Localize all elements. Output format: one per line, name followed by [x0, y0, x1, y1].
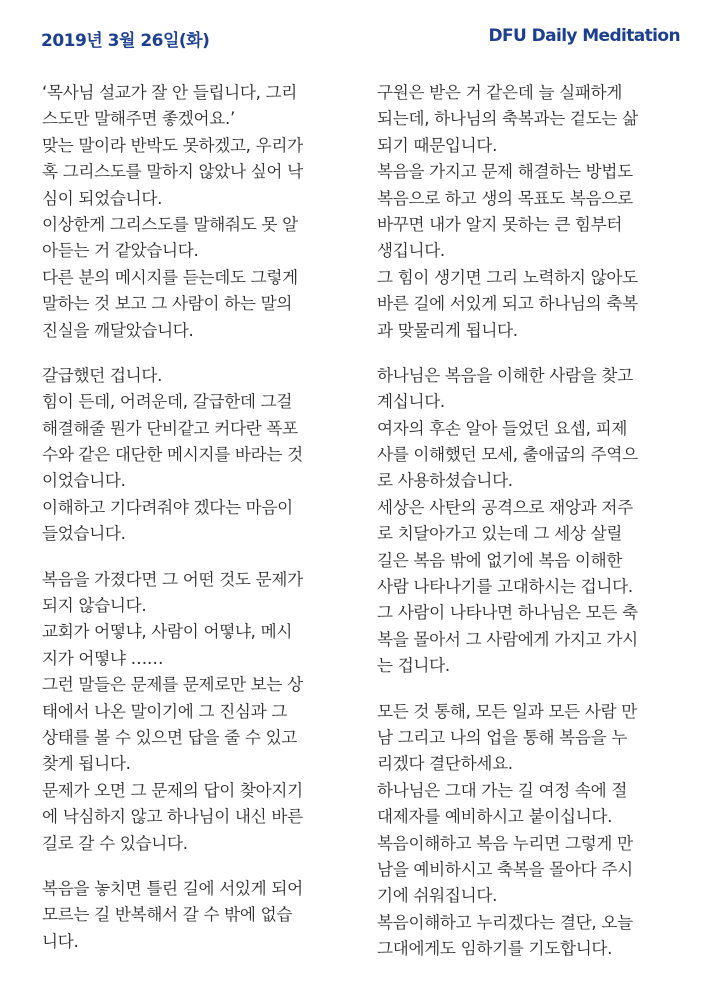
- text-line: 그대에게도 임하기를 기도합니다.: [377, 939, 613, 959]
- brand-title: DFU Daily Meditation: [488, 26, 680, 46]
- page-header: [0, 0, 720, 62]
- left-column: [42, 80, 348, 974]
- text-line: 아듣는 거 같았습니다.: [42, 241, 199, 261]
- text-line: 힘이 든데, 어려운데, 갈급한데 그걸: [42, 392, 293, 412]
- text-line: 그런 말들은 문제를 문제로만 보는 상: [42, 675, 303, 695]
- text-line: 니다.: [42, 931, 79, 951]
- text-line: 들었습니다.: [42, 524, 126, 544]
- text-line: 길로 갈 수 있습니다.: [42, 833, 188, 853]
- text-line: 대제자를 예비하시고 붙이십니다.: [377, 807, 613, 827]
- text-line: 말하는 것 보고 그 사람이 하는 말의: [42, 294, 293, 314]
- paragraph: [377, 699, 683, 963]
- paragraph: [42, 80, 348, 344]
- text-line: 스도만 말해주면 좋겠어요.’: [42, 109, 235, 129]
- text-line: 교회가 어떻냐, 사람이 어떻냐, 메시: [42, 622, 293, 642]
- text-line: 하나님은 복음을 이해한 사람을 찾고: [377, 365, 633, 385]
- text-line: 과 맞물리게 됩니다.: [377, 320, 518, 340]
- text-line: 태에서 나온 말이기에 그 진심과 그: [42, 701, 288, 721]
- text-line: 맞는 말이라 반박도 못하겠고, 우리가: [42, 135, 303, 155]
- text-line: 다른 분의 메시지를 듣는데도 그렇게: [42, 267, 298, 287]
- text-line: 되는데, 하나님의 축복과는 겉도는 삶: [377, 109, 638, 129]
- text-line: 진실을 깨달았습니다.: [42, 320, 194, 340]
- text-line: 로 사용하셨습니다.: [377, 471, 513, 491]
- text-line: 그 사람이 나타나면 하나님은 모든 축: [377, 603, 638, 623]
- text-line: 해결해줄 뭔가 단비같고 커다란 폭포: [42, 418, 298, 438]
- text-line: 되지 않습니다.: [42, 596, 147, 616]
- text-line: 로 치달아가고 있는데 그 세상 살릴: [377, 524, 623, 544]
- text-line: ‘목사님 설교가 잘 안 들립니다, 그리: [42, 83, 298, 102]
- text-line: 사람 나타나기를 고대하시는 겁니다.: [377, 577, 633, 597]
- text-line: 혹 그리스도를 말하지 않았나 싶어 낙: [42, 162, 303, 182]
- text-line: 갈급했던 겁니다.: [42, 365, 163, 385]
- text-line: 복음을 놓치면 틀린 길에 서있게 되어: [42, 878, 303, 898]
- text-line: 바른 길에 서있게 되고 하나님의 축복: [377, 294, 638, 314]
- paragraph: [377, 363, 683, 680]
- text-line: 모르는 길 반복해서 갈 수 밖에 없습: [42, 905, 293, 925]
- text-line: 지가 어떻냐 ……: [42, 648, 164, 668]
- paragraph: [377, 80, 683, 344]
- paragraph: [42, 876, 348, 955]
- text-line: 남을 예비하시고 축복을 몰아다 주시: [377, 859, 633, 879]
- text-line: 복음을 가졌다면 그 어떤 것도 문제가: [42, 569, 303, 589]
- text-line: 이었습니다.: [42, 471, 126, 491]
- text-line: 모든 것 통해, 모든 일과 모든 사람 만: [377, 701, 638, 721]
- text-line: 바꾸면 내가 알지 못하는 큰 힘부터: [377, 214, 623, 234]
- text-line: 남 그리고 나의 업을 통해 복음을 누: [377, 727, 628, 747]
- text-line: 심이 되었습니다.: [42, 188, 163, 208]
- right-column: [377, 80, 683, 982]
- text-line: 이해하고 기다려줘야 겠다는 마음이: [42, 497, 293, 517]
- date-label: 2019년 3월 26일(화): [41, 31, 210, 51]
- text-line: 복음이해하고 복음 누리면 그렇게 만: [377, 833, 633, 853]
- paragraph: [42, 363, 348, 548]
- text-line: 복음으로 하고 생의 목표도 복음으로: [377, 188, 633, 208]
- text-line: 되기 때문입니다.: [377, 135, 498, 155]
- text-line: 하나님은 그대 가는 길 여정 속에 절: [377, 780, 628, 800]
- text-line: 상태를 볼 수 있으면 답을 줄 수 있고: [42, 727, 298, 747]
- text-line: 사를 이해했던 모세, 출애굽의 주역으: [377, 445, 638, 465]
- text-line: 문제가 오면 그 문제의 답이 찾아지기: [42, 780, 303, 800]
- text-line: 에 낙심하지 않고 하나님이 내신 바른: [42, 807, 303, 827]
- text-line: 세상은 사탄의 공격으로 재앙과 저주: [377, 497, 633, 517]
- paragraph: [42, 567, 348, 857]
- text-line: 복음이해하고 누리겠다는 결단, 오늘: [377, 912, 633, 932]
- text-line: 구원은 받은 거 같은데 늘 실패하게: [377, 83, 623, 102]
- text-line: 는 겁니다.: [377, 656, 450, 676]
- text-line: 복음을 가지고 문제 해결하는 방법도: [377, 162, 633, 182]
- text-line: 찾게 됩니다.: [42, 754, 131, 774]
- text-line: 계십니다.: [377, 392, 445, 412]
- text-line: 리겠다 결단하세요.: [377, 754, 513, 774]
- text-line: 그 힘이 생기면 그리 노력하지 않아도: [377, 267, 638, 287]
- text-line: 생깁니다.: [377, 241, 445, 261]
- text-line: 복을 몰아서 그 사람에게 가지고 가시: [377, 629, 638, 649]
- text-line: 수와 같은 대단한 메시지를 바라는 것: [42, 445, 303, 465]
- text-line: 기에 쉬워집니다.: [377, 886, 498, 906]
- text-line: 여자의 후손 알아 들었던 요셉, 피제: [377, 418, 628, 438]
- text-line: 이상한게 그리스도를 말해줘도 못 알: [42, 214, 298, 234]
- text-line: 길은 복음 밖에 없기에 복음 이해한: [377, 550, 623, 570]
